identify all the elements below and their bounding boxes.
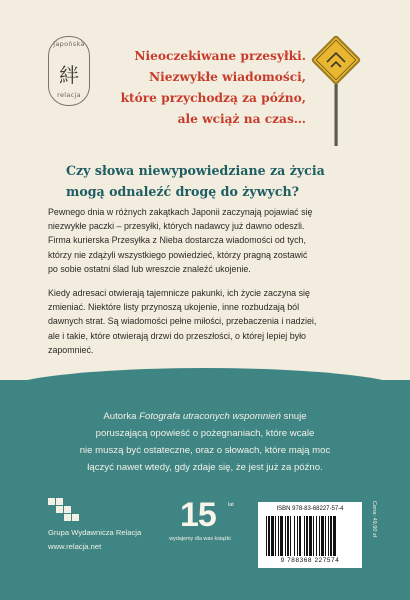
anniversary-unit: lat bbox=[228, 502, 234, 508]
paragraph-line: ale i takie, które otwierają drzwi do przeszłości, o której lepiej było bbox=[48, 330, 306, 341]
paragraph-line: zapomnieć. bbox=[48, 344, 94, 355]
paragraph-line: niezwykłe paczki – przesyłki, których nadawcy już dawno odeszli. bbox=[48, 221, 305, 232]
blurb-line: nie muszą być ostateczne, oraz o słowach, które mają moc bbox=[79, 445, 331, 456]
isbn-label: ISBN 978-83-68227-57-4 bbox=[276, 506, 344, 512]
blurb-text: snuje bbox=[280, 411, 307, 422]
barcode-bars bbox=[266, 516, 354, 556]
question-line: mogą odnaleźć drogę do żywych? bbox=[66, 184, 300, 199]
paragraph-line: Pewnego dnia w różnych zakątkach Japonii zaczynają pojawiać się bbox=[48, 207, 313, 217]
headline-question bbox=[66, 160, 356, 202]
publisher-name: Grupa Wydawnicza Relacja bbox=[48, 528, 142, 537]
price-text: Cena: 49,90 zł bbox=[371, 501, 377, 538]
logo-bottom-text: relacja bbox=[57, 91, 81, 99]
paragraph-line: dawnych strat. Są wiadomości pełne miłości, przebaczenia i nadziei, bbox=[48, 316, 317, 327]
logo-kanji: 絆 bbox=[59, 63, 79, 87]
tagline bbox=[66, 46, 306, 130]
paragraph-line: którzy nie zdążyli wszystkiego powiedzieć, którzy pragną zostawić bbox=[48, 249, 308, 260]
description-paragraph-1 bbox=[48, 205, 364, 276]
blurb-line: poruszającą opowieść o pożegnaniach, które wcale bbox=[95, 428, 315, 439]
anniversary-subtitle: wydajemy dla was książki bbox=[169, 536, 231, 542]
tagline-line: ale wciąż na czas… bbox=[177, 112, 306, 126]
blurb-line bbox=[28, 408, 382, 425]
question-line: Czy słowa niewypowiedziane za życia bbox=[66, 163, 325, 178]
author-blurb bbox=[28, 408, 382, 476]
tagline-line: które przychodzą za późno, bbox=[120, 91, 306, 105]
paragraph-line: Firma kurierska Przesyłka z Nieba dostarcza wiadomości od tych, bbox=[48, 235, 306, 246]
road-sign-illustration bbox=[300, 26, 380, 146]
logo-top-text: japońska bbox=[53, 40, 85, 48]
description-paragraph-2 bbox=[48, 286, 364, 357]
blurb-text: Autorka bbox=[103, 411, 140, 422]
tagline-line: Niezwykłe wiadomości, bbox=[149, 70, 306, 84]
tagline-line: Nieoczekiwane przesyłki. bbox=[134, 49, 306, 63]
teal-section bbox=[0, 380, 410, 600]
paragraph-line: po sobie ostatni ślad lub wreszcie znaleźć ukojenie. bbox=[48, 263, 251, 274]
publisher-url: www.relacja.net bbox=[48, 542, 102, 551]
book-title: Fotografa utraconych wspomnień bbox=[139, 411, 281, 422]
paragraph-line: Kiedy adresaci otwierają tajemnicze pakunki, ich życie zaczyna się bbox=[48, 288, 310, 298]
paragraph-line: zmieniać. Niektóre listy przynoszą ukojenie, inne rozbudzają ból bbox=[48, 302, 300, 313]
anniversary-badge bbox=[150, 498, 250, 546]
isbn-barcode bbox=[258, 502, 362, 568]
publisher-logo-icon bbox=[48, 498, 84, 522]
isbn-digits: 9 788368 227574 bbox=[280, 557, 340, 564]
blurb-line: łączyć nawet wtedy, gdy zdaje się, że jest już za późno. bbox=[87, 462, 323, 473]
price-label bbox=[368, 501, 378, 564]
anniversary-number: 15 bbox=[180, 496, 216, 534]
